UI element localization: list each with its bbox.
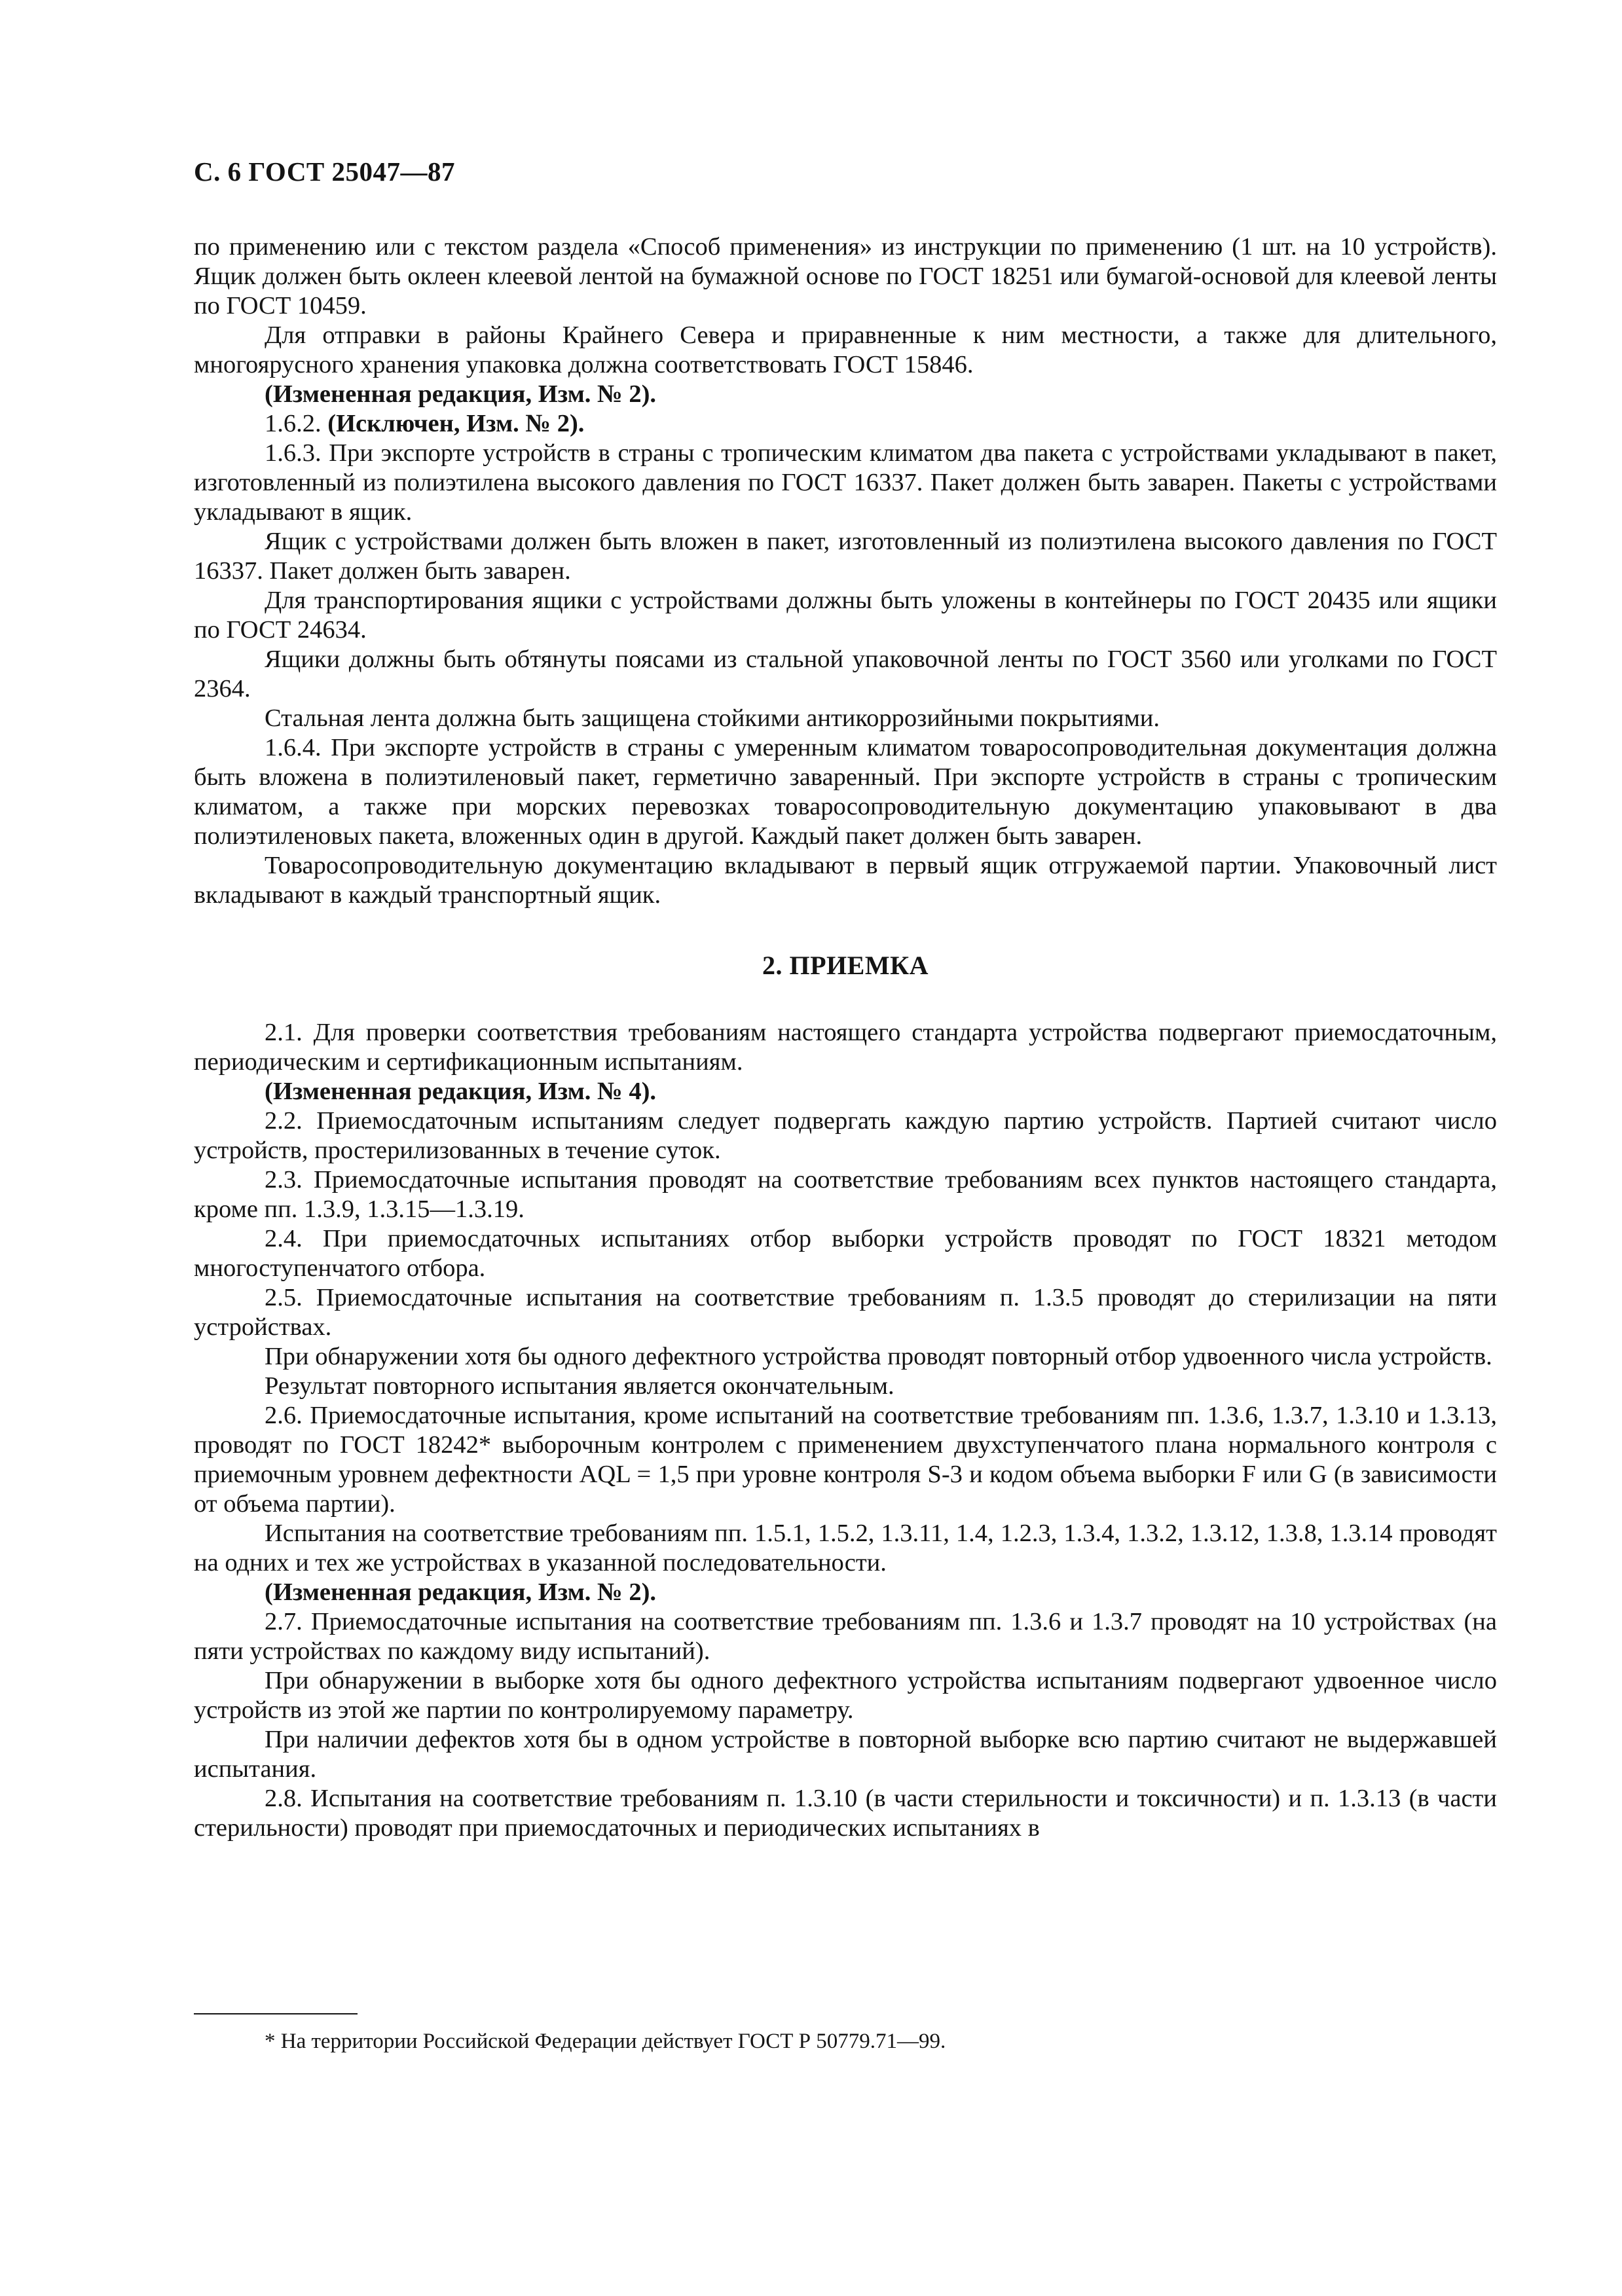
paragraph: Товаросопроводительную документацию вкладывают в первый ящик отгружаемой партии. Упаковочный лист вкладывают в каждый транспортный ящик. [194, 852, 1497, 909]
document-body [194, 232, 1497, 1843]
paragraph: Ящик с устройствами должен быть вложен в пакет, изготовленный из полиэтилена высокого давления по ГОСТ 16337. Пакет должен быть заварен. [194, 528, 1497, 585]
paragraph: 2.6. Приемосдаточные испытания, кроме испытаний на соответствие требованиям пп. 1.3.6, 1.3.7, 1.3.10 и 1.3.13, проводят по ГОСТ 18242* выборочным контролем с применением двухступенчатого плана нормального контроля с приемочным уровнем дефектности AQL = 1,5 при уровне контроля S-3 и кодом объема выборки F или G (в зависимости от объема партии). [194, 1402, 1497, 1518]
paragraph: 1.6.4. При экспорте устройств в страны с умеренным климатом товаросопроводительная документация должна быть вложена в полиэтиленовый пакет, герметично заваренный. При экспорте устройств в страны с тропическим климатом, а также при морских перевозках товаросопроводительную документацию упаковывают в два полиэтиленовых пакета, вложенных один в другой. Каждый пакет должен быть заварен. [194, 734, 1497, 850]
paragraph: 2.5. Приемосдаточные испытания на соответствие требованиям п. 1.3.5 проводят до стерилизации на пяти устройствах. [194, 1284, 1497, 1341]
paragraph: Для отправки в районы Крайнего Севера и приравненные к ним местности, а также для длительного, многоярусного хранения упаковка должна соответствовать ГОСТ 15846. [194, 321, 1497, 378]
amendment-note: (Исключен, Изм. № 2). [327, 410, 585, 437]
section-packaging [194, 232, 1497, 910]
paragraph-excluded [194, 409, 1497, 439]
footnote-divider [194, 2013, 358, 2014]
paragraph: Для транспортирования ящики с устройствами должны быть уложены в контейнеры по ГОСТ 20435 или ящики по ГОСТ 24634. [194, 587, 1497, 644]
footnote: * На территории Российской Федерации действует ГОСТ Р 50779.71—99. [265, 2030, 946, 2053]
amendment-note: (Измененная редакция, Изм. № 4). [265, 1078, 657, 1105]
amendment-note: (Измененная редакция, Изм. № 2). [265, 380, 657, 408]
paragraph: 2.1. Для проверки соответствия требованиям настоящего стандарта устройства подвергают приемосдаточным, периодическим и сертификационным испытаниям. [194, 1019, 1497, 1076]
paragraph: Результат повторного испытания является окончательным. [265, 1372, 894, 1400]
paragraph: Ящики должны быть обтянуты поясами из стальной упаковочной ленты по ГОСТ 3560 или уголками по ГОСТ 2364. [194, 646, 1497, 702]
paragraph: 2.2. Приемосдаточным испытаниям следует подвергать каждую партию устройств. Партией считают число устройств, простерилизованных в течение суток. [194, 1107, 1497, 1164]
paragraph: 2.7. Приемосдаточные испытания на соответствие требованиям пп. 1.3.6 и 1.3.7 проводят на 10 устройствах (на пяти устройствах по каждому виду испытаний). [194, 1608, 1497, 1665]
paragraph: 1.6.3. При экспорте устройств в страны с тропическим климатом два пакета с устройствами укладывают в пакет, изготовленный из полиэтилена высокого давления по ГОСТ 16337. Пакет должен быть заварен. Пакеты с устройствами укладывают в ящик. [194, 439, 1497, 526]
section-acceptance [194, 1018, 1497, 1843]
paragraph: 2.8. Испытания на соответствие требованиям п. 1.3.10 (в части стерильности и токсичности) и п. 1.3.13 (в части стерильности) проводят при приемосдаточных и периодических испытаниях в [194, 1785, 1497, 1842]
clause-number: 1.6.2. [265, 410, 322, 437]
amendment-note: (Измененная редакция, Изм. № 2). [265, 1578, 657, 1606]
paragraph: 2.4. При приемосдаточных испытаниях отбор выборки устройств проводят по ГОСТ 18321 методом многоступенчатого отбора. [194, 1225, 1497, 1282]
section-title: 2. ПРИЕМКА [762, 951, 929, 980]
paragraph: При наличии дефектов хотя бы в одном устройстве в повторной выборке всю партию считают не выдержавшей испытания. [194, 1726, 1497, 1783]
paragraph: При обнаружении хотя бы одного дефектного устройства проводят повторный отбор удвоенного числа устройств. [265, 1343, 1492, 1370]
paragraph: Испытания на соответствие требованиям пп. 1.5.1, 1.5.2, 1.3.11, 1.4, 1.2.3, 1.3.4, 1.3.2, 1.3.12, 1.3.8, 1.3.14 проводят на одних и тех же устройствах в указанной последовательности. [194, 1520, 1497, 1576]
paragraph: 2.3. Приемосдаточные испытания проводят на соответствие требованиям всех пунктов настоящего стандарта, кроме пп. 1.3.9, 1.3.15—1.3.19. [194, 1166, 1497, 1223]
paragraph: по применению или с текстом раздела «Способ применения» из инструкции по применению (1 шт. на 10 устройств). Ящик должен быть оклеен клеевой лентой на бумажной основе по ГОСТ 18251 или бумагой-основой для клеевой ленты по ГОСТ 10459. [194, 233, 1497, 319]
paragraph: При обнаружении в выборке хотя бы одного дефектного устройства испытаниям подвергают удвоенное число устройств из этой же партии по контролируемому параметру. [194, 1667, 1497, 1724]
page-header: С. 6 ГОСТ 25047—87 [194, 156, 456, 187]
paragraph: Стальная лента должна быть защищена стойкими антикоррозийными покрытиями. [265, 704, 1160, 732]
